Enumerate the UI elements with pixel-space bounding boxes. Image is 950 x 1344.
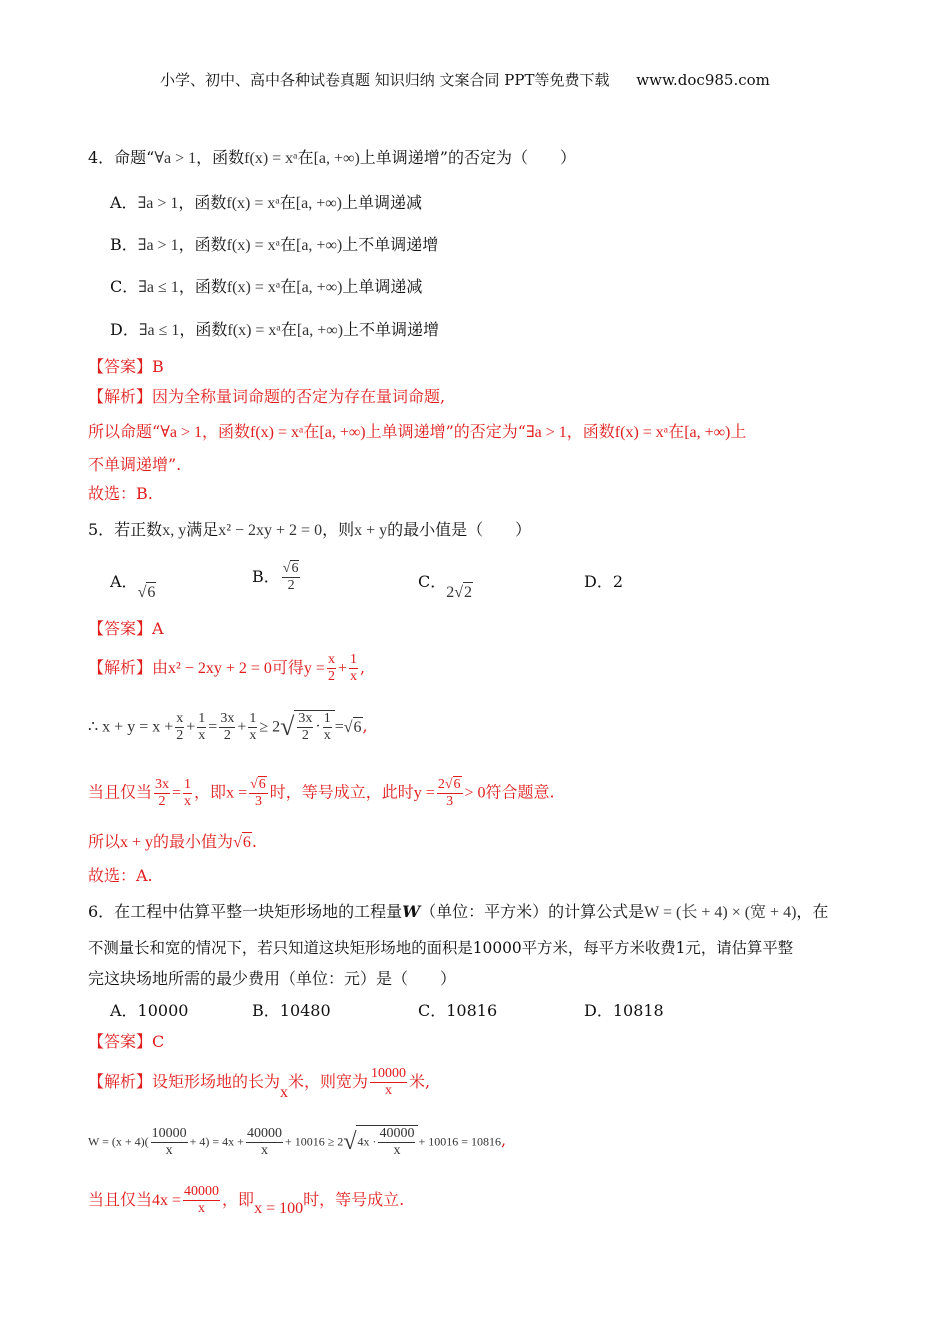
option-text: ，函数 (178, 193, 227, 212)
q6-option-d[interactable]: D．10818 (584, 1001, 664, 1020)
option-math: f(x) = xᵃ (226, 195, 280, 212)
q5-stem-text: ，则 (322, 520, 355, 539)
fraction-numerator: 40000 (246, 1125, 282, 1141)
explanation-math: f(x) = xᵃ (614, 424, 669, 441)
sqrt-radicand: 2 (464, 584, 473, 601)
fraction-numerator: 40000 (184, 1184, 220, 1199)
operator: + (186, 718, 196, 736)
fraction (183, 777, 192, 810)
explanation-text: ，函数 (201, 422, 250, 441)
fraction (378, 1126, 415, 1159)
q4-option-d[interactable] (110, 320, 439, 341)
fraction (248, 711, 257, 744)
q6-explanation-line-2 (88, 1125, 506, 1159)
explanation-text: ，即 (194, 782, 227, 802)
q6-stem-line-3: 完这块场地所需的最少费用（单位：元）是（ ） (88, 969, 457, 988)
option-math: [a, +∞) (296, 322, 344, 339)
q6-option-c[interactable]: C．10816 (418, 1001, 498, 1020)
sqrt-radicand (294, 710, 334, 744)
sqrt-sign: √ (343, 1129, 357, 1155)
option-label: A． (110, 572, 138, 591)
fraction-denominator: x (349, 669, 357, 684)
q5-option-a[interactable] (110, 572, 156, 601)
explanation-text: ，即 (222, 1190, 255, 1209)
explanation-text: 时，等号成立. (303, 1190, 405, 1209)
fraction-denominator: 2 (176, 727, 184, 743)
operator: = (208, 718, 218, 736)
q6-option-a[interactable]: A．10000 (110, 1001, 189, 1020)
fraction-denominator: 2 (327, 669, 335, 684)
explanation-text: 在 (668, 422, 685, 441)
header-url: www.doc985.com (636, 71, 770, 89)
fraction-numerator: 1 (198, 710, 206, 726)
fraction-numerator: 1 (249, 710, 257, 726)
option-math: [a, +∞) (296, 279, 343, 296)
explanation-text: 上 (730, 422, 747, 441)
fraction-denominator: x (260, 1142, 268, 1158)
coefficient: 2 (437, 777, 445, 792)
explanation-math: 4x · (357, 1134, 377, 1149)
explanation-math: [a, +∞) (684, 424, 731, 441)
explanation-text: 所以命题“ (88, 422, 161, 441)
q4-stem-math: ∀a > 1 (154, 150, 197, 167)
q5-stem-math: x, y (162, 522, 187, 539)
explanation-tag: 【解析】 (88, 1072, 153, 1091)
explanation-text: ，函数 (566, 422, 615, 441)
explanation-math: y = (413, 784, 435, 802)
q6-answer: 【答案】C (88, 1032, 165, 1051)
fraction-denominator: x (198, 727, 206, 743)
q4-choose: 故选：B. (88, 484, 153, 503)
option-label: D． (110, 320, 139, 339)
option-text: 在 (279, 235, 296, 254)
q5-stem-text: 满足 (186, 520, 219, 539)
q5-stem (88, 520, 531, 541)
fraction-denominator: 2 (287, 578, 295, 593)
fraction (370, 1066, 407, 1099)
operator: = (334, 718, 344, 736)
option-label: B． (110, 235, 138, 254)
punctuation: , (359, 658, 366, 677)
explanation-math: y = (303, 660, 325, 677)
explanation-math: + 10016 ≥ 2 (284, 1134, 344, 1149)
option-math: ∃a > 1 (137, 195, 179, 212)
fraction-denominator: x (393, 1143, 401, 1158)
q5-explanation-line-4 (88, 832, 257, 853)
fraction-numerator: 6 (453, 777, 461, 792)
fraction-numerator: 3x (298, 711, 313, 726)
fraction-numerator: 6 (258, 777, 266, 792)
q4-explanation-line-3: 不单调递增”. (88, 455, 182, 474)
fraction: $\frac{2√6}{3}$ (437, 777, 461, 809)
fraction (175, 711, 184, 744)
explanation-math: W = (x + 4)( (88, 1134, 149, 1149)
option-text: ，函数 (178, 235, 227, 254)
option-math: f(x) = xᵃ (227, 322, 281, 339)
q6-stem-math: W = (长 + 4) × (宽 + 4) (644, 904, 797, 921)
fraction-denominator: 3 (446, 794, 454, 809)
explanation-math: ∴ x + y = x + (88, 718, 174, 736)
sqrt-sign: √ (280, 712, 295, 741)
q4-answer: 【答案】B (88, 357, 164, 376)
fraction-denominator: 2 (301, 728, 309, 743)
explanation-tag: 【解析】 (88, 658, 153, 677)
option-label: C． (110, 277, 139, 296)
fraction-denominator: x (165, 1142, 173, 1158)
fraction-denominator: x (249, 727, 257, 743)
option-math: f(x) = xᵃ (226, 237, 280, 254)
option-math: ∃a > 1 (137, 237, 179, 254)
fraction-numerator: 1 (184, 776, 192, 792)
q6-explanation-line-1 (88, 1066, 430, 1099)
explanation-math: [a, +∞) (319, 424, 366, 441)
operator: · (315, 718, 321, 736)
option-text: 上不单调递增 (343, 320, 440, 339)
fraction-numerator: 40000 (379, 1126, 415, 1141)
q4-stem-text: 在 (297, 148, 314, 167)
q5-option-d[interactable]: D．2 (584, 572, 624, 591)
q5-stem-math: x² − 2xy + 2 = 0 (218, 522, 323, 539)
fraction-numerator: 6 (291, 561, 299, 576)
option-label: B． (252, 567, 280, 586)
fraction (323, 711, 332, 744)
q4-stem-math: [a, +∞) (313, 150, 360, 167)
option-text: ，函数 (178, 277, 227, 296)
option-math: ∃a ≤ 1 (138, 279, 179, 296)
q6-stem-text: 6．在工程中估算平整一块矩形场地的工程量 (88, 902, 403, 921)
q4-option-c[interactable] (110, 277, 422, 298)
explanation-math: 4x = (152, 1192, 182, 1209)
explanation-math: x (280, 1084, 289, 1101)
fraction-denominator: x (184, 793, 192, 809)
punctuation: , (362, 716, 368, 736)
q4-stem-text: ，函数 (196, 148, 245, 167)
q4-stem-text: 4．命题“ (88, 148, 155, 167)
fraction-denominator: 2 (158, 793, 166, 809)
fraction (151, 1126, 188, 1159)
explanation-math: x² − 2xy + 2 = 0 (168, 660, 272, 677)
fraction-numerator: 1 (323, 711, 331, 726)
explanation-text: 上单调递增”的否定为“ (365, 422, 526, 441)
option-fraction: $\frac{√6}{2}$ (282, 561, 299, 593)
q4-explanation-line-1 (88, 387, 445, 407)
sqrt-radicand: 6 (353, 718, 362, 736)
option-text: 上单调递减 (341, 193, 422, 212)
fraction-numerator: 3x (220, 710, 235, 726)
fraction (219, 711, 235, 744)
fraction-denominator: x (385, 1083, 393, 1098)
header-text: 小学、初中、高中各种试卷真题 知识归纳 文案合同 PPT等免费下载 (160, 71, 610, 89)
q4-option-b[interactable] (110, 235, 438, 256)
option-text: 上单调递减 (342, 277, 423, 296)
option-text: 在 (280, 277, 297, 296)
explanation-text: 的最小值为 (153, 832, 234, 851)
explanation-text: 可得 (271, 658, 304, 677)
fraction-numerator: 10000 (371, 1066, 407, 1081)
fraction-denominator: x (198, 1201, 206, 1216)
fraction-numerator: 1 (349, 652, 357, 667)
q4-option-a[interactable] (110, 193, 422, 214)
q5-explanation-line-1 (88, 652, 365, 685)
explanation-math: + 10016 = 10816 (418, 1134, 502, 1149)
option-math: ∃a ≤ 1 (138, 322, 180, 339)
q6-option-b[interactable]: B．10480 (252, 1001, 331, 1020)
sqrt-radicand (356, 1125, 418, 1159)
explanation-math: x = (226, 784, 248, 802)
fraction-denominator: 3 (254, 794, 262, 809)
explanation-text: 由 (152, 658, 169, 677)
option-math: [a, +∞) (296, 237, 343, 254)
q4-explanation-line-2 (88, 422, 746, 443)
q5-explanation-line-2 (88, 710, 368, 744)
coefficient: 2 (446, 584, 455, 601)
fraction (349, 652, 358, 685)
explanation-text: 在 (303, 422, 320, 441)
option-math: f(x) = xᵃ (226, 279, 281, 296)
fraction-denominator: 2 (223, 727, 231, 743)
option-math: [a, +∞) (295, 195, 342, 212)
q5-option-c[interactable] (418, 572, 473, 601)
option-math: √6 (137, 584, 156, 601)
option-text: 上不单调递增 (342, 235, 439, 254)
punctuation: , (501, 1130, 507, 1150)
fraction (327, 652, 336, 685)
explanation-text: 设矩形场地的长为 (152, 1072, 281, 1091)
q5-explanation-line-3 (88, 776, 555, 810)
q6-explanation-line-3 (88, 1184, 404, 1217)
option-text: 在 (280, 320, 297, 339)
option-label: A． (110, 193, 138, 212)
option-text: 在 (279, 193, 296, 212)
q5-stem-text: 5．若正数 (88, 520, 163, 539)
option-label: C． (418, 572, 447, 591)
q4-stem-text: 上单调递增”的否定为（ ） (359, 148, 576, 167)
fraction-numerator: x (176, 710, 184, 726)
explanation-text: 当且仅当 (88, 1190, 153, 1209)
sqrt-radicand: 6 (147, 584, 156, 601)
q5-answer: 【答案】A (88, 619, 164, 638)
fraction-numerator: 10000 (151, 1125, 187, 1141)
explanation-math: f(x) = xᵃ (249, 424, 304, 441)
explanation-math: + 4) = 4x + (189, 1134, 244, 1149)
operator: = (172, 784, 182, 802)
explanation-text: 米, (409, 1072, 431, 1091)
fraction-numerator: x (327, 652, 335, 667)
explanation-math: √6 (343, 718, 362, 736)
q5-stem-text: 的最小值是（ ） (387, 520, 532, 539)
operator: + (237, 718, 247, 736)
fraction (297, 711, 313, 744)
explanation-math: ∃a > 1 (525, 424, 567, 441)
explanation-text: 时，等号成立，此时 (269, 782, 414, 802)
fraction (197, 711, 206, 744)
operator: > 0 (464, 784, 486, 802)
explanation-text: 所以 (88, 832, 121, 851)
q5-choose: 故选：A. (88, 866, 153, 885)
q6-stem-line-2: 不测量长和宽的情况下，若只知道这块矩形场地的面积是10000平方米，每平方米收费1元，请估算平整 (88, 939, 794, 957)
operator: + (337, 660, 347, 677)
option-text: ，函数 (179, 320, 228, 339)
q4-stem-math: f(x) = xᵃ (244, 150, 298, 167)
explanation-tag: 【解析】 (88, 387, 153, 406)
q5-option-b[interactable] (252, 560, 302, 594)
q6-stem-text: （单位：平方米）的计算公式是 (420, 902, 645, 921)
explanation-math: √6 (233, 834, 251, 851)
fraction-denominator: x (323, 728, 331, 743)
q6-stem-variable: W (402, 902, 421, 921)
option-math: 2√2 (446, 584, 473, 601)
explanation-text: 因为全称量词命题的否定为存在量词命题, (152, 387, 446, 406)
fraction (154, 777, 170, 810)
explanation-text: 米，则宽为 (288, 1072, 369, 1091)
fraction (246, 1126, 283, 1159)
operator: ≥ 2 (259, 718, 281, 736)
explanation-text: 当且仅当 (88, 782, 153, 802)
q5-stem-math: x + y (354, 522, 388, 539)
explanation-math: x + y (120, 834, 154, 851)
explanation-math: ∀a > 1 (160, 424, 202, 441)
explanation-math: x = 100 (254, 1200, 304, 1217)
fraction: $\frac{√6}{3}$ (250, 777, 266, 809)
q4-stem (88, 148, 576, 169)
page-header (160, 70, 770, 90)
punctuation: . (251, 832, 257, 851)
sqrt-radicand: 6 (242, 834, 251, 851)
fraction (183, 1184, 220, 1217)
q6-stem-line-1 (88, 902, 828, 923)
q6-stem-text: ，在 (796, 902, 829, 921)
fraction-numerator: 3x (155, 776, 170, 792)
explanation-text: 符合题意. (485, 782, 555, 802)
